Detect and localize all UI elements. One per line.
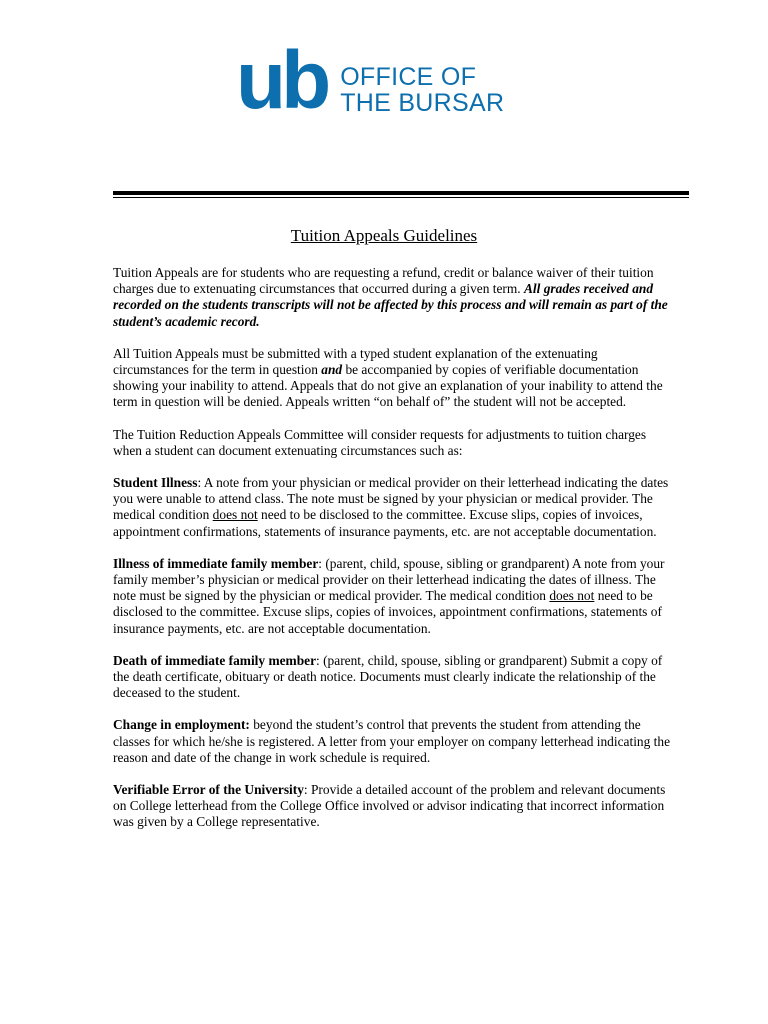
- employment-paragraph: [113, 717, 673, 766]
- employment-text: beyond the student’s control that prevents the student from attending the classes for which he/she is registered. A letter from your employer on company letterhead indicating the reason and date of the change in work schedule is required.: [113, 717, 671, 765]
- family-illness-text-1: : (parent, child, spouse, sibling or grandparent) A note from your family member’s physician or medical provider on their letterhead indicating the dates of illness. The note must be signed by the physician or medical provider. The medical condition: [113, 555, 665, 604]
- header-divider-thin: [113, 197, 689, 198]
- student-illness-does-not: does not: [212, 507, 258, 523]
- committee-paragraph: The Tuition Reduction Appeals Committee will consider requests for adjustments to tuition charges when a student can document extenuating circumstances such as:: [113, 426, 647, 458]
- logo-line-2: THE BURSAR: [340, 89, 505, 117]
- submission-paragraph: [113, 346, 673, 411]
- intro-text: Tuition Appeals are for students who are requesting a refund, credit or balance waiver of their tuition charges due to extenuating circumstances that occurred during a given term.: [113, 265, 654, 297]
- header-divider-thick: [113, 191, 689, 195]
- employment-heading: Change in employment:: [113, 717, 250, 733]
- submission-before: All Tuition Appeals must be submitted with a typed student explanation of the extenuating circumstances for the term in question: [113, 345, 598, 378]
- family-illness-heading: Illness of immediate family member: [113, 555, 319, 571]
- university-error-text: : Provide a detailed account of the problem and relevant documents on College letterhead from the College Office involved or advisor indicating that incorrect information was given by a College representative.: [113, 782, 666, 830]
- intro-paragraph: [113, 265, 673, 330]
- submission-after: be accompanied by copies of verifiable documentation showing your inability to attend. Appeals that do not give an explanation of your inability to attend the term in question will be denied. Appeals written “on behalf of” the student will not be accepted.: [113, 362, 663, 410]
- family-illness-text-2: need to be disclosed to the committee. Excuse slips, copies of invoices, appointment confirmations, statements of insurance payments, etc. are not acceptable documentation.: [113, 588, 662, 636]
- document-body: [113, 265, 673, 847]
- family-illness-does-not: does not: [549, 588, 595, 604]
- death-heading: Death of immediate family member: [113, 652, 317, 668]
- student-illness-paragraph: [113, 475, 673, 540]
- death-paragraph: [113, 653, 673, 702]
- student-illness-heading: Student Illness: [113, 475, 198, 491]
- university-error-heading: Verifiable Error of the University: [113, 782, 304, 798]
- student-illness-text-1: : A note from your physician or medical provider on their letterhead indicating the dates you were unable to attend class. The note must be signed by your physician or medical provider. The medical condition: [113, 475, 669, 523]
- university-error-paragraph: [113, 782, 673, 831]
- intro-emphasis: All grades received and recorded on the students transcripts will not be affected by this process and will remain as part of the student’s academic record.: [113, 281, 668, 329]
- page-title: [0, 225, 768, 247]
- logo-mark: ub: [236, 35, 327, 126]
- logo-text: [340, 64, 504, 116]
- family-illness-paragraph: [113, 556, 673, 637]
- submission-and: and: [321, 362, 343, 378]
- death-text: : (parent, child, spouse, sibling or grandparent) Submit a copy of the death certificate, obituary or death notice. Documents must clearly indicate the relationship of the deceased to the student.: [113, 652, 663, 701]
- logo-line-1: OFFICE OF: [340, 63, 477, 91]
- page-title-text: Tuition Appeals Guidelines: [290, 226, 478, 245]
- bursar-logo: [236, 35, 505, 126]
- student-illness-text-2: need to be disclosed to the committee. Excuse slips, copies of invoices, appointment confirmations, statements of insurance payments, etc. are not acceptable documentation.: [113, 507, 657, 539]
